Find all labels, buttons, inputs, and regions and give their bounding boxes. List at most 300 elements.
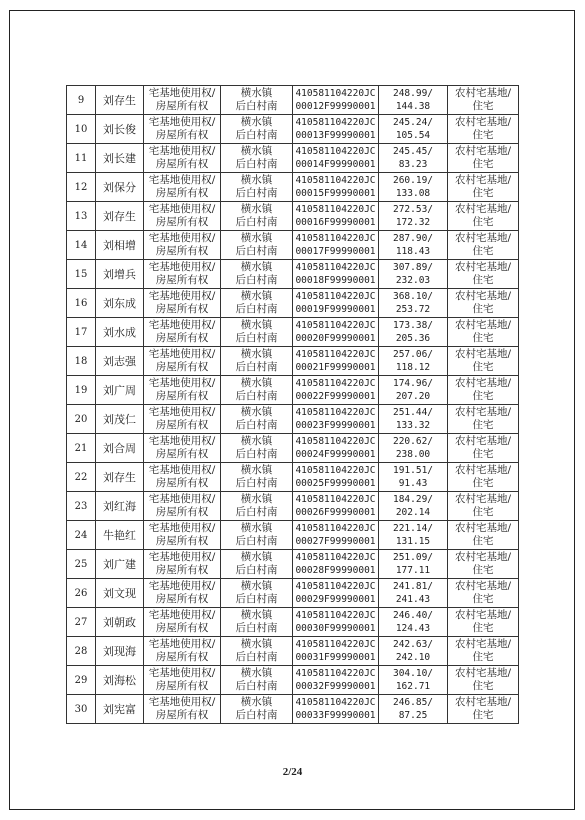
unit-code-cell-text: 410581104220JC (295, 262, 376, 273)
owner-name-cell-text: 刘水成 (103, 325, 136, 339)
owner-name-cell (96, 202, 144, 231)
area-cell (379, 434, 448, 463)
land-use-cell-text: 农村宅基地/ (454, 348, 512, 360)
location-cell-text: 后白村南 (235, 100, 278, 112)
location-cell-text: 后白村南 (235, 535, 278, 547)
location-cell-text: 横水镇 (240, 87, 273, 99)
land-use-cell-text: 农村宅基地/ (454, 406, 512, 418)
row-index-cell-text: 27 (74, 616, 88, 628)
area-cell-text: 87.25 (398, 710, 428, 721)
owner-name-cell-text: 刘广建 (103, 557, 136, 571)
owner-name-cell-text: 刘存生 (103, 209, 136, 223)
unit-code-cell-text: 410581104220JC (295, 552, 376, 563)
row-index-cell-text: 25 (74, 558, 88, 570)
right-type-cell-text: 宅基地使用权/ (148, 145, 216, 157)
location-cell-text: 后白村南 (235, 390, 278, 402)
area-cell (379, 86, 448, 115)
location-cell (221, 115, 293, 144)
land-use-cell-text: 农村宅基地/ (454, 435, 512, 447)
row-index-cell-text: 26 (74, 587, 88, 599)
location-cell-text: 后白村南 (235, 651, 278, 663)
location-cell-text: 后白村南 (235, 564, 278, 576)
unit-code-cell-text: 410581104220JC (295, 610, 376, 621)
table-row (67, 405, 519, 434)
owner-name-cell (96, 318, 144, 347)
right-type-cell-text: 房屋所有权 (155, 651, 209, 663)
right-type-cell (144, 695, 221, 724)
table-row (67, 492, 519, 521)
right-type-cell-text: 宅基地使用权/ (148, 290, 216, 302)
row-index-cell (67, 463, 96, 492)
right-type-cell-text: 宅基地使用权/ (148, 464, 216, 476)
row-index-cell (67, 231, 96, 260)
unit-code-cell-text: 00026F99990001 (295, 507, 376, 518)
table-row (67, 666, 519, 695)
unit-code-cell (293, 231, 379, 260)
right-type-cell-text: 房屋所有权 (155, 390, 209, 402)
land-use-cell (448, 521, 519, 550)
right-type-cell-text: 宅基地使用权/ (148, 551, 216, 563)
unit-code-cell-text: 00022F99990001 (295, 391, 376, 402)
area-cell (379, 666, 448, 695)
area-cell-text: 133.08 (395, 188, 431, 199)
unit-code-cell (293, 289, 379, 318)
land-use-cell (448, 318, 519, 347)
area-cell-text: 245.45/ (392, 146, 434, 157)
land-use-cell-text: 农村宅基地/ (454, 174, 512, 186)
right-type-cell (144, 231, 221, 260)
location-cell (221, 376, 293, 405)
area-cell-text: 207.20 (395, 391, 431, 402)
area-cell-text: 118.43 (395, 246, 431, 257)
unit-code-cell-text: 00016F99990001 (295, 217, 376, 228)
area-cell-text: 131.15 (395, 536, 431, 547)
location-cell (221, 260, 293, 289)
unit-code-cell-text: 00013F99990001 (295, 130, 376, 141)
location-cell-text: 横水镇 (240, 174, 273, 186)
location-cell-text: 后白村南 (235, 593, 278, 605)
land-use-cell-text: 农村宅基地/ (454, 145, 512, 157)
location-cell-text: 横水镇 (240, 638, 273, 650)
land-use-cell-text: 住宅 (472, 622, 494, 634)
right-type-cell-text: 房屋所有权 (155, 680, 209, 692)
location-cell (221, 608, 293, 637)
right-type-cell (144, 637, 221, 666)
land-use-cell-text: 住宅 (472, 100, 494, 112)
location-cell (221, 405, 293, 434)
right-type-cell-text: 房屋所有权 (155, 274, 209, 286)
unit-code-cell-text: 410581104220JC (295, 320, 376, 331)
area-cell-text: 242.10 (395, 652, 431, 663)
unit-code-cell-text: 00021F99990001 (295, 362, 376, 373)
table-row (67, 521, 519, 550)
right-type-cell (144, 173, 221, 202)
unit-code-cell-text: 410581104220JC (295, 639, 376, 650)
location-cell (221, 347, 293, 376)
area-cell (379, 608, 448, 637)
location-cell-text: 后白村南 (235, 245, 278, 257)
land-use-cell (448, 666, 519, 695)
land-use-cell (448, 463, 519, 492)
owner-name-cell-text: 刘朝政 (103, 615, 136, 629)
location-cell-text: 横水镇 (240, 493, 273, 505)
right-type-cell-text: 宅基地使用权/ (148, 696, 216, 708)
registration-table (66, 85, 519, 724)
land-use-cell-text: 住宅 (472, 332, 494, 344)
table-row (67, 115, 519, 144)
right-type-cell-text: 宅基地使用权/ (148, 609, 216, 621)
row-index-cell (67, 492, 96, 521)
land-use-cell (448, 608, 519, 637)
land-use-cell-text: 住宅 (472, 390, 494, 402)
owner-name-cell (96, 434, 144, 463)
row-index-cell (67, 405, 96, 434)
location-cell-text: 后白村南 (235, 361, 278, 373)
owner-name-cell-text: 刘志强 (103, 354, 136, 368)
right-type-cell-text: 宅基地使用权/ (148, 377, 216, 389)
area-cell-text: 133.32 (395, 420, 431, 431)
location-cell-text: 横水镇 (240, 261, 273, 273)
right-type-cell-text: 宅基地使用权/ (148, 87, 216, 99)
right-type-cell-text: 宅基地使用权/ (148, 435, 216, 447)
area-cell-text: 246.40/ (392, 610, 434, 621)
land-use-cell-text: 农村宅基地/ (454, 638, 512, 650)
location-cell (221, 173, 293, 202)
right-type-cell (144, 144, 221, 173)
owner-name-cell (96, 347, 144, 376)
land-use-cell (448, 550, 519, 579)
area-cell-text: 191.51/ (392, 465, 434, 476)
row-index-cell-text: 22 (74, 471, 88, 483)
right-type-cell (144, 347, 221, 376)
location-cell-text: 横水镇 (240, 406, 273, 418)
unit-code-cell-text: 410581104220JC (295, 581, 376, 592)
location-cell-text: 横水镇 (240, 580, 273, 592)
row-index-cell-text: 11 (74, 152, 88, 164)
area-cell-text: 174.96/ (392, 378, 434, 389)
area-cell-text: 105.54 (395, 130, 431, 141)
owner-name-cell (96, 666, 144, 695)
row-index-cell-text: 23 (74, 500, 88, 512)
location-cell-text: 横水镇 (240, 232, 273, 244)
area-cell-text: 304.10/ (392, 668, 434, 679)
right-type-cell-text: 房屋所有权 (155, 419, 209, 431)
unit-code-cell-text: 410581104220JC (295, 88, 376, 99)
location-cell-text: 横水镇 (240, 435, 273, 447)
location-cell-text: 横水镇 (240, 377, 273, 389)
area-cell-text: 245.24/ (392, 117, 434, 128)
table-row (67, 318, 519, 347)
right-type-cell-text: 房屋所有权 (155, 361, 209, 373)
unit-code-cell (293, 695, 379, 724)
table-row (67, 579, 519, 608)
owner-name-cell-text: 刘增兵 (103, 267, 136, 281)
location-cell (221, 434, 293, 463)
owner-name-cell (96, 463, 144, 492)
right-type-cell-text: 宅基地使用权/ (148, 203, 216, 215)
table-row (67, 289, 519, 318)
area-cell-text: 144.38 (395, 101, 431, 112)
unit-code-cell-text: 00027F99990001 (295, 536, 376, 547)
area-cell-text: 241.81/ (392, 581, 434, 592)
unit-code-cell-text: 00020F99990001 (295, 333, 376, 344)
area-cell (379, 115, 448, 144)
area-cell-text: 253.72 (395, 304, 431, 315)
right-type-cell-text: 房屋所有权 (155, 303, 209, 315)
area-cell-text: 248.99/ (392, 88, 434, 99)
area-cell-text: 205.36 (395, 333, 431, 344)
unit-code-cell (293, 115, 379, 144)
area-cell-text: 272.53/ (392, 204, 434, 215)
row-index-cell-text: 15 (74, 268, 88, 280)
unit-code-cell (293, 405, 379, 434)
unit-code-cell (293, 347, 379, 376)
area-cell-text: 124.43 (395, 623, 431, 634)
area-cell-text: 118.12 (395, 362, 431, 373)
owner-name-cell (96, 695, 144, 724)
right-type-cell-text: 宅基地使用权/ (148, 348, 216, 360)
right-type-cell-text: 宅基地使用权/ (148, 580, 216, 592)
row-index-cell-text: 20 (74, 413, 88, 425)
row-index-cell (67, 376, 96, 405)
row-index-cell-text: 21 (74, 442, 88, 454)
right-type-cell-text: 房屋所有权 (155, 477, 209, 489)
row-index-cell-text: 18 (74, 355, 88, 367)
owner-name-cell (96, 173, 144, 202)
row-index-cell (67, 115, 96, 144)
unit-code-cell (293, 492, 379, 521)
owner-name-cell-text: 刘海松 (103, 673, 136, 687)
area-cell (379, 637, 448, 666)
unit-code-cell-text: 410581104220JC (295, 697, 376, 708)
location-cell-text: 后白村南 (235, 129, 278, 141)
unit-code-cell (293, 666, 379, 695)
area-cell-text: 162.71 (395, 681, 431, 692)
land-use-cell-text: 住宅 (472, 274, 494, 286)
owner-name-cell-text: 刘广周 (103, 383, 136, 397)
land-use-cell-text: 住宅 (472, 216, 494, 228)
unit-code-cell-text: 00018F99990001 (295, 275, 376, 286)
land-use-cell-text: 住宅 (472, 303, 494, 315)
unit-code-cell-text: 00031F99990001 (295, 652, 376, 663)
right-type-cell-text: 房屋所有权 (155, 709, 209, 721)
right-type-cell-text: 宅基地使用权/ (148, 522, 216, 534)
right-type-cell (144, 521, 221, 550)
table-row (67, 550, 519, 579)
unit-code-cell-text: 410581104220JC (295, 407, 376, 418)
unit-code-cell-text: 00030F99990001 (295, 623, 376, 634)
area-cell (379, 260, 448, 289)
location-cell (221, 144, 293, 173)
location-cell-text: 横水镇 (240, 203, 273, 215)
row-index-cell-text: 17 (74, 326, 88, 338)
unit-code-cell-text: 410581104220JC (295, 465, 376, 476)
right-type-cell-text: 宅基地使用权/ (148, 667, 216, 679)
location-cell-text: 后白村南 (235, 680, 278, 692)
land-use-cell (448, 434, 519, 463)
owner-name-cell (96, 550, 144, 579)
land-use-cell-text: 住宅 (472, 477, 494, 489)
area-cell (379, 202, 448, 231)
unit-code-cell-text: 410581104220JC (295, 668, 376, 679)
right-type-cell (144, 579, 221, 608)
location-cell-text: 后白村南 (235, 709, 278, 721)
land-use-cell-text: 住宅 (472, 448, 494, 460)
location-cell-text: 后白村南 (235, 303, 278, 315)
area-cell-text: 260.19/ (392, 175, 434, 186)
row-index-cell (67, 695, 96, 724)
row-index-cell (67, 347, 96, 376)
owner-name-cell (96, 260, 144, 289)
land-use-cell-text: 农村宅基地/ (454, 522, 512, 534)
right-type-cell (144, 608, 221, 637)
land-use-cell (448, 492, 519, 521)
row-index-cell-text: 16 (74, 297, 88, 309)
owner-name-cell (96, 231, 144, 260)
right-type-cell (144, 376, 221, 405)
area-cell (379, 144, 448, 173)
right-type-cell-text: 房屋所有权 (155, 187, 209, 199)
row-index-cell-text: 28 (74, 645, 88, 657)
area-cell-text: 241.43 (395, 594, 431, 605)
land-use-cell-text: 农村宅基地/ (454, 319, 512, 331)
right-type-cell-text: 房屋所有权 (155, 622, 209, 634)
owner-name-cell (96, 376, 144, 405)
right-type-cell-text: 房屋所有权 (155, 332, 209, 344)
area-cell-text: 173.38/ (392, 320, 434, 331)
land-use-cell (448, 115, 519, 144)
table-row (67, 86, 519, 115)
land-use-cell-text: 农村宅基地/ (454, 493, 512, 505)
owner-name-cell (96, 289, 144, 318)
unit-code-cell-text: 00025F99990001 (295, 478, 376, 489)
land-use-cell (448, 144, 519, 173)
land-use-cell (448, 231, 519, 260)
table-row (67, 144, 519, 173)
owner-name-cell (96, 405, 144, 434)
right-type-cell-text: 房屋所有权 (155, 564, 209, 576)
owner-name-cell-text: 刘存生 (103, 93, 136, 107)
unit-code-cell (293, 579, 379, 608)
table-row (67, 347, 519, 376)
location-cell (221, 666, 293, 695)
land-use-cell-text: 住宅 (472, 506, 494, 518)
area-cell (379, 173, 448, 202)
unit-code-cell-text: 00024F99990001 (295, 449, 376, 460)
table-row (67, 231, 519, 260)
row-index-cell-text: 13 (74, 210, 88, 222)
land-use-cell-text: 农村宅基地/ (454, 580, 512, 592)
location-cell-text: 后白村南 (235, 332, 278, 344)
right-type-cell-text: 房屋所有权 (155, 245, 209, 257)
owner-name-cell-text: 刘保分 (103, 180, 136, 194)
right-type-cell-text: 宅基地使用权/ (148, 174, 216, 186)
right-type-cell (144, 289, 221, 318)
land-use-cell (448, 289, 519, 318)
owner-name-cell-text: 刘合周 (103, 441, 136, 455)
table-row (67, 376, 519, 405)
area-cell-text: 251.09/ (392, 552, 434, 563)
location-cell-text: 后白村南 (235, 477, 278, 489)
unit-code-cell-text: 00023F99990001 (295, 420, 376, 431)
area-cell (379, 376, 448, 405)
area-cell (379, 289, 448, 318)
land-use-cell (448, 86, 519, 115)
table-body (67, 86, 519, 724)
right-type-cell (144, 434, 221, 463)
land-use-cell (448, 695, 519, 724)
right-type-cell (144, 550, 221, 579)
unit-code-cell-text: 00019F99990001 (295, 304, 376, 315)
location-cell-text: 横水镇 (240, 667, 273, 679)
location-cell-text: 横水镇 (240, 696, 273, 708)
land-use-cell-text: 住宅 (472, 158, 494, 170)
unit-code-cell-text: 410581104220JC (295, 175, 376, 186)
owner-name-cell-text: 牛艳红 (103, 528, 136, 542)
location-cell (221, 202, 293, 231)
unit-code-cell-text: 00029F99990001 (295, 594, 376, 605)
unit-code-cell (293, 608, 379, 637)
owner-name-cell-text: 刘宪富 (103, 702, 136, 716)
registration-table-container (66, 85, 518, 724)
location-cell-text: 横水镇 (240, 290, 273, 302)
row-index-cell-text: 9 (77, 94, 85, 106)
row-index-cell (67, 86, 96, 115)
area-cell (379, 405, 448, 434)
location-cell-text: 后白村南 (235, 274, 278, 286)
location-cell-text: 横水镇 (240, 348, 273, 360)
table-row (67, 173, 519, 202)
land-use-cell-text: 农村宅基地/ (454, 667, 512, 679)
right-type-cell-text: 宅基地使用权/ (148, 116, 216, 128)
land-use-cell (448, 260, 519, 289)
right-type-cell-text: 宅基地使用权/ (148, 406, 216, 418)
unit-code-cell (293, 144, 379, 173)
land-use-cell-text: 农村宅基地/ (454, 609, 512, 621)
location-cell-text: 后白村南 (235, 158, 278, 170)
right-type-cell-text: 宅基地使用权/ (148, 261, 216, 273)
right-type-cell (144, 86, 221, 115)
right-type-cell (144, 405, 221, 434)
unit-code-cell-text: 410581104220JC (295, 378, 376, 389)
land-use-cell-text: 住宅 (472, 680, 494, 692)
location-cell-text: 后白村南 (235, 448, 278, 460)
area-cell (379, 318, 448, 347)
right-type-cell (144, 492, 221, 521)
area-cell (379, 550, 448, 579)
location-cell (221, 492, 293, 521)
owner-name-cell-text: 刘相增 (103, 238, 136, 252)
owner-name-cell (96, 115, 144, 144)
location-cell (221, 579, 293, 608)
right-type-cell-text: 房屋所有权 (155, 593, 209, 605)
unit-code-cell-text: 410581104220JC (295, 349, 376, 360)
unit-code-cell-text: 410581104220JC (295, 494, 376, 505)
row-index-cell (67, 550, 96, 579)
table-row (67, 202, 519, 231)
area-cell-text: 91.43 (398, 478, 428, 489)
unit-code-cell-text: 00014F99990001 (295, 159, 376, 170)
owner-name-cell-text: 刘文现 (103, 586, 136, 600)
location-cell-text: 横水镇 (240, 464, 273, 476)
row-index-cell (67, 144, 96, 173)
land-use-cell-text: 农村宅基地/ (454, 116, 512, 128)
area-cell-text: 232.03 (395, 275, 431, 286)
right-type-cell-text: 房屋所有权 (155, 216, 209, 228)
unit-code-cell (293, 318, 379, 347)
owner-name-cell-text: 刘现海 (103, 644, 136, 658)
row-index-cell-text: 12 (74, 181, 88, 193)
